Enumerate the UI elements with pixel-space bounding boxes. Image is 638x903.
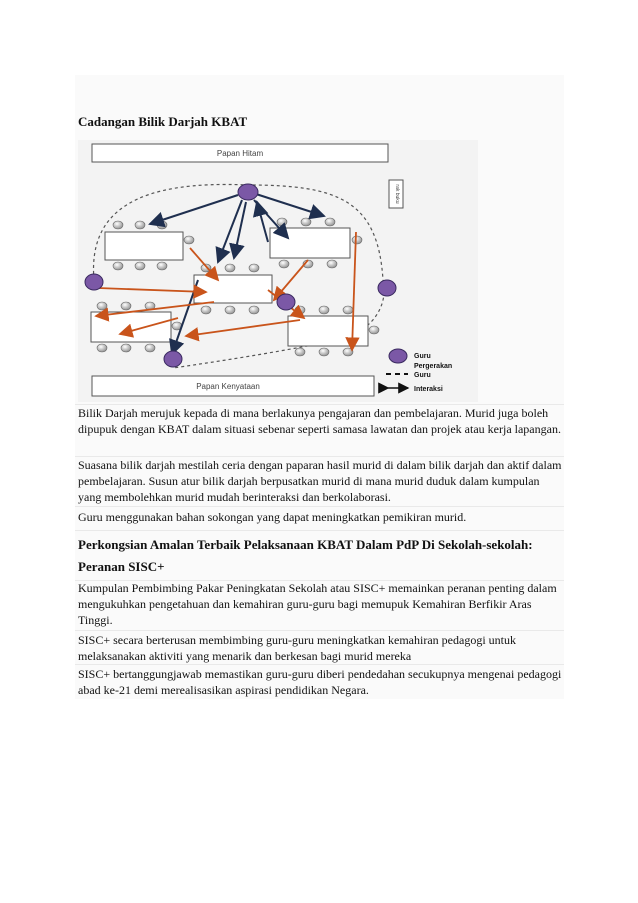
top-board-label: Papan Hitam bbox=[216, 149, 264, 158]
divider bbox=[75, 664, 564, 665]
classroom-diagram bbox=[78, 140, 478, 402]
paragraph-sisc-membimbing: SISC+ secara berterusan membimbing guru-guru meningkatkan kemahiran pedagogi untuk melaksanakan aktiviti yang menarik dan berkesan bagi murid mereka bbox=[78, 633, 516, 663]
paragraph-sisc-bertanggungjawab: SISC+ bertanggungjawab memastikan guru-guru diberi pendedahan secukupnya mengenai pedagogi abad ke-21 demi merealisasikan aspirasi pendidikan Negara. bbox=[78, 667, 562, 697]
svg-text:Pergerakan: Pergerakan bbox=[414, 363, 453, 370]
divider bbox=[75, 506, 564, 507]
legend bbox=[386, 349, 452, 393]
table-bottom-left bbox=[91, 312, 171, 342]
subheading-perkongsian: Perkongsian Amalan Terbaik Pelaksanaan KBAT Dalam PdP Di Sekolah-sekolah: bbox=[78, 537, 533, 552]
subheading-peranan: Peranan SISC+ bbox=[78, 559, 165, 574]
side-board-label: rak buku bbox=[394, 184, 400, 204]
divider bbox=[75, 630, 564, 631]
paragraph-kumpulan-pembimbing: Kumpulan Pembimbing Pakar Peningkatan Sekolah atau SISC+ memainkan peranan penting dalam mengukuhkan pengetahuan dan kemahiran guru-guru bagi memupuk Kemahiran Berfikir Aras Tinggi. bbox=[78, 581, 557, 627]
section-heading: Cadangan Bilik Darjah KBAT bbox=[78, 114, 248, 129]
svg-text:Guru: Guru bbox=[414, 353, 431, 360]
paragraph-suasana: Suasana bilik darjah mestilah ceria dengan paparan hasil murid di dalam bilik darjah dan aktif dalam pembelajaran. Susun atur bilik darjah berpusatkan murid di mana murid duduk dalam kumpulan yang membolehkan murid mudah berinteraksi dan berkolaborasi. bbox=[78, 458, 562, 504]
table-center bbox=[194, 275, 272, 303]
bottom-board-label: Papan Kenyataan bbox=[196, 382, 260, 391]
table-top-left bbox=[105, 232, 183, 260]
classroom-diagram-svg bbox=[78, 140, 478, 402]
divider bbox=[75, 530, 564, 531]
paragraph-bahan-sokongan: Guru menggunakan bahan sokongan yang dapat meningkatkan pemikiran murid. bbox=[78, 510, 467, 524]
paragraph-bilik-darjah: Bilik Darjah merujuk kepada di mana berlakunya pengajaran dan pembelajaran. Murid juga boleh dipupuk dengan KBAT dalam situasi sebenar seperti samasa lawatan dan projek atau kerja lapangan. bbox=[78, 406, 561, 436]
svg-text:Guru: Guru bbox=[414, 372, 431, 379]
svg-text:Interaksi: Interaksi bbox=[414, 386, 443, 393]
